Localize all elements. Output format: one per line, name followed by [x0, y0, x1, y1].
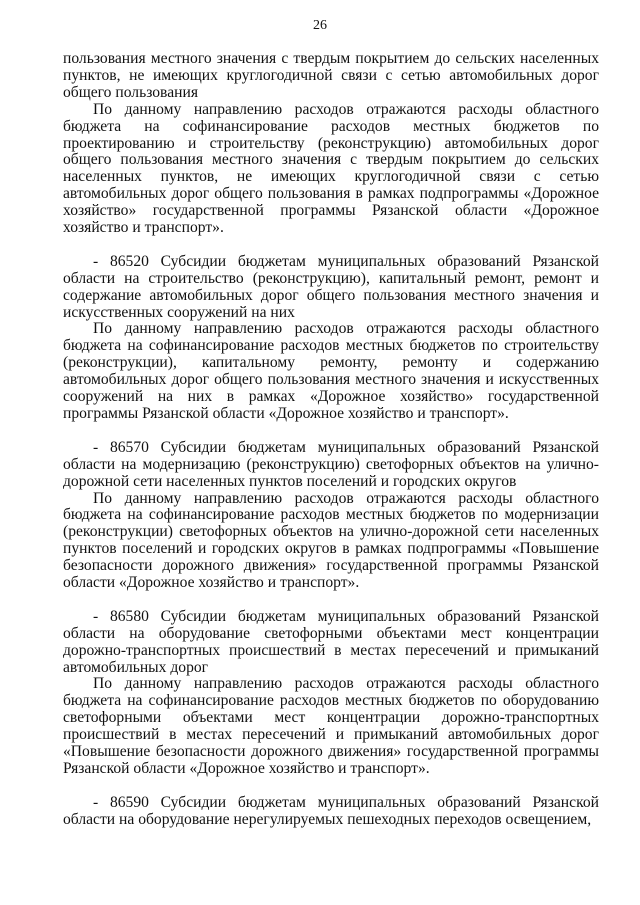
paragraph-subsidy-86570: - 86570 Субсидии бюджетам муниципальных образований Рязанской области на модернизацию (реконструкцию) светофорных объектов на улично-дорожной сети населенных пунктов поселений и городских округов: [63, 438, 599, 490]
paragraph-description: По данному направлению расходов отражаются расходы областного бюджета на софинансирование расходов местных бюджетов по проектированию и строительству (реконструкцию) автомобильных дорог общего пользования местного значения с твердым покрытием до сельских населенных пунктов, не имеющих круглогодичной связи с сетью автомобильных дорог общего пользования в рамках подпрограммы «Дорожное хозяйство» государственной программы Рязанской области «Дорожное хозяйство и транспорт».: [63, 100, 599, 237]
paragraph-description: По данному направлению расходов отражаются расходы областного бюджета на софинансирование расходов местных бюджетов по модернизации (реконструкции) светофорных объектов на улично-дорожной сети населенных пунктов поселений и городских округов в рамках подпрограммы «Повышение безопасности дорожного движения» государственной программы Рязанской области «Дорожное хозяйство и транспорт».: [63, 489, 599, 592]
page-number: 26: [313, 18, 327, 33]
paragraph-subsidy-86590: - 86590 Субсидии бюджетам муниципальных образований Рязанской области на оборудование нерегулируемых пешеходных переходов освещением,: [63, 793, 599, 828]
paragraph-description: По данному направлению расходов отражаются расходы областного бюджета на софинансирование расходов местных бюджетов по оборудованию светофорными объектами мест концентрации дорожно-транспортных происшествий в местах пересечений и примыканий автомобильных дорог «Повышение безопасности дорожного движения» государственной программы Рязанской области «Дорожное хозяйство и транспорт».: [63, 675, 599, 778]
document-body: [63, 51, 599, 829]
paragraph-subsidy-86520: - 86520 Субсидии бюджетам муниципальных образований Рязанской области на строительство (реконструкцию), капитальный ремонт, ремонт и содержание автомобильных дорог общего пользования местного значения и искусственных сооружений на них: [63, 252, 599, 321]
paragraph-continuation: пользования местного значения с твердым покрытием до сельских населенных пунктов, не имеющих круглогодичной связи с сетью автомобильных дорог общего пользования: [63, 50, 599, 101]
paragraph-subsidy-86580: - 86580 Субсидии бюджетам муниципальных образований Рязанской области на оборудование светофорными объектами мест концентрации дорожно-транспортных происшествий в местах пересечений и примыканий автомобильных дорог: [63, 607, 599, 676]
paragraph-description: По данному направлению расходов отражаются расходы областного бюджета на софинансирование расходов местных бюджетов по строительству (реконструкции), капитальному ремонту, ремонту и содержанию автомобильных дорог общего пользования местного значения и искусственных сооружений на них в рамках «Дорожное хозяйство» государственной программы Рязанской области «Дорожное хозяйство и транспорт».: [63, 320, 599, 423]
